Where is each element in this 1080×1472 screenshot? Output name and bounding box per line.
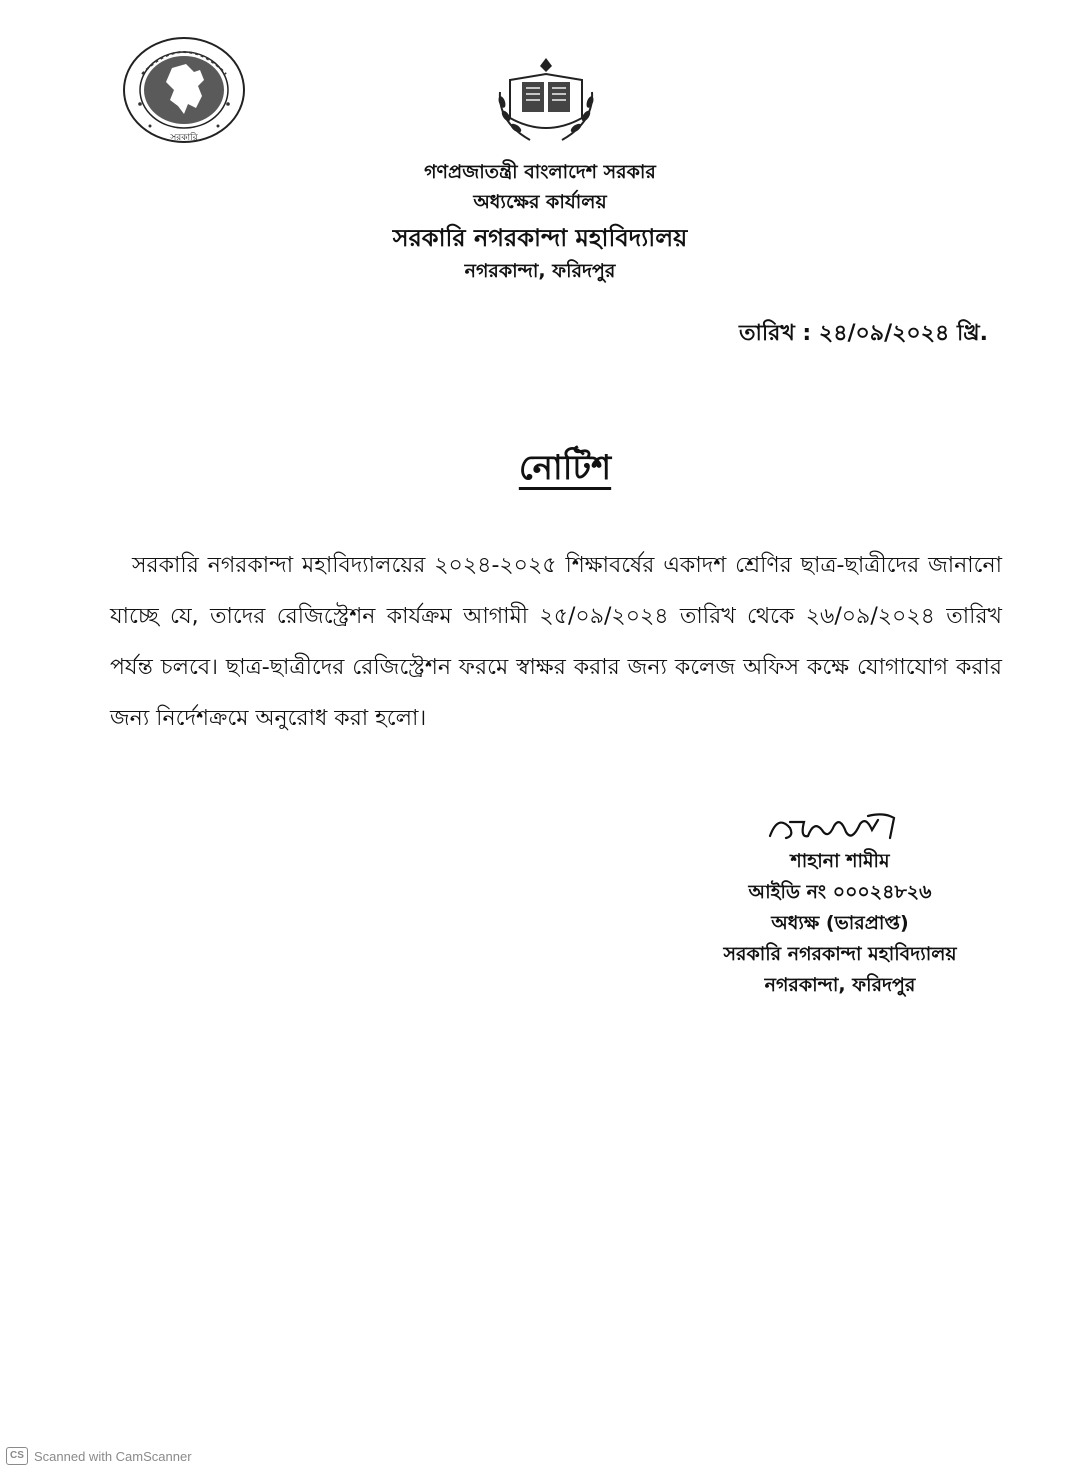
government-name: গণপ্রজাতন্ত্রী বাংলাদেশ সরকার (424, 161, 656, 183)
handwritten-signature-icon (764, 808, 904, 848)
scanner-watermark (6, 1446, 192, 1466)
notice-title: নোটিশ (518, 448, 612, 488)
signatory-college: সরকারি নগরকান্দা মহাবিদ্যালয় (723, 943, 957, 965)
camscanner-logo-icon: CS (6, 1447, 28, 1465)
college-name: সরকারি নগরকান্দা মহাবিদ্যালয় (392, 224, 688, 252)
scanner-text: Scanned with CamScanner (34, 1448, 192, 1464)
notice-body: সরকারি নগরকান্দা মহাবিদ্যালয়ের ২০২৪-২০২৫ শিক্ষাবর্ষের একাদশ শ্রেণির ছাত্র-ছাত্রীদের জানানো যাচ্ছে যে, তাদের রেজিস্ট্রেশন কার্যক্রম আগামী ২৫/০৯/২০২৪ তারিখ থেকে ২৬/০৯/২০২৪ তারিখ পর্যন্ত চলবে। ছাত্র-ছাত্রীদের রেজিস্ট্রেশন ফরমে স্বাক্ষর করার জন্য কলেজ অফিস কক্ষে যোগাযোগ করার জন্য নির্দেশক্রমে অনুরোধ করা হলো। (110, 553, 1002, 731)
signatory-id: আইডি নং ০০০২৪৮২৬ (748, 881, 932, 903)
signatory-location: নগরকান্দা, ফরিদপুর (764, 974, 916, 996)
college-location: নগরকান্দা, ফরিদপুর (464, 260, 616, 282)
signatory-designation: অধ্যক্ষ (ভারপ্রাপ্ত) (771, 912, 909, 934)
college-crest-icon (490, 52, 602, 148)
bangladesh-government-seal-icon (120, 34, 248, 146)
signatory-name: শাহানা শামীম (790, 850, 890, 872)
notice-date: তারিখ : ২৪/০৯/২০২৪ খ্রি. (739, 321, 988, 346)
signatory-block (690, 846, 990, 1001)
seal-text: সরকারি (170, 133, 198, 143)
office-name: অধ্যক্ষের কার্যালয় (473, 191, 607, 213)
